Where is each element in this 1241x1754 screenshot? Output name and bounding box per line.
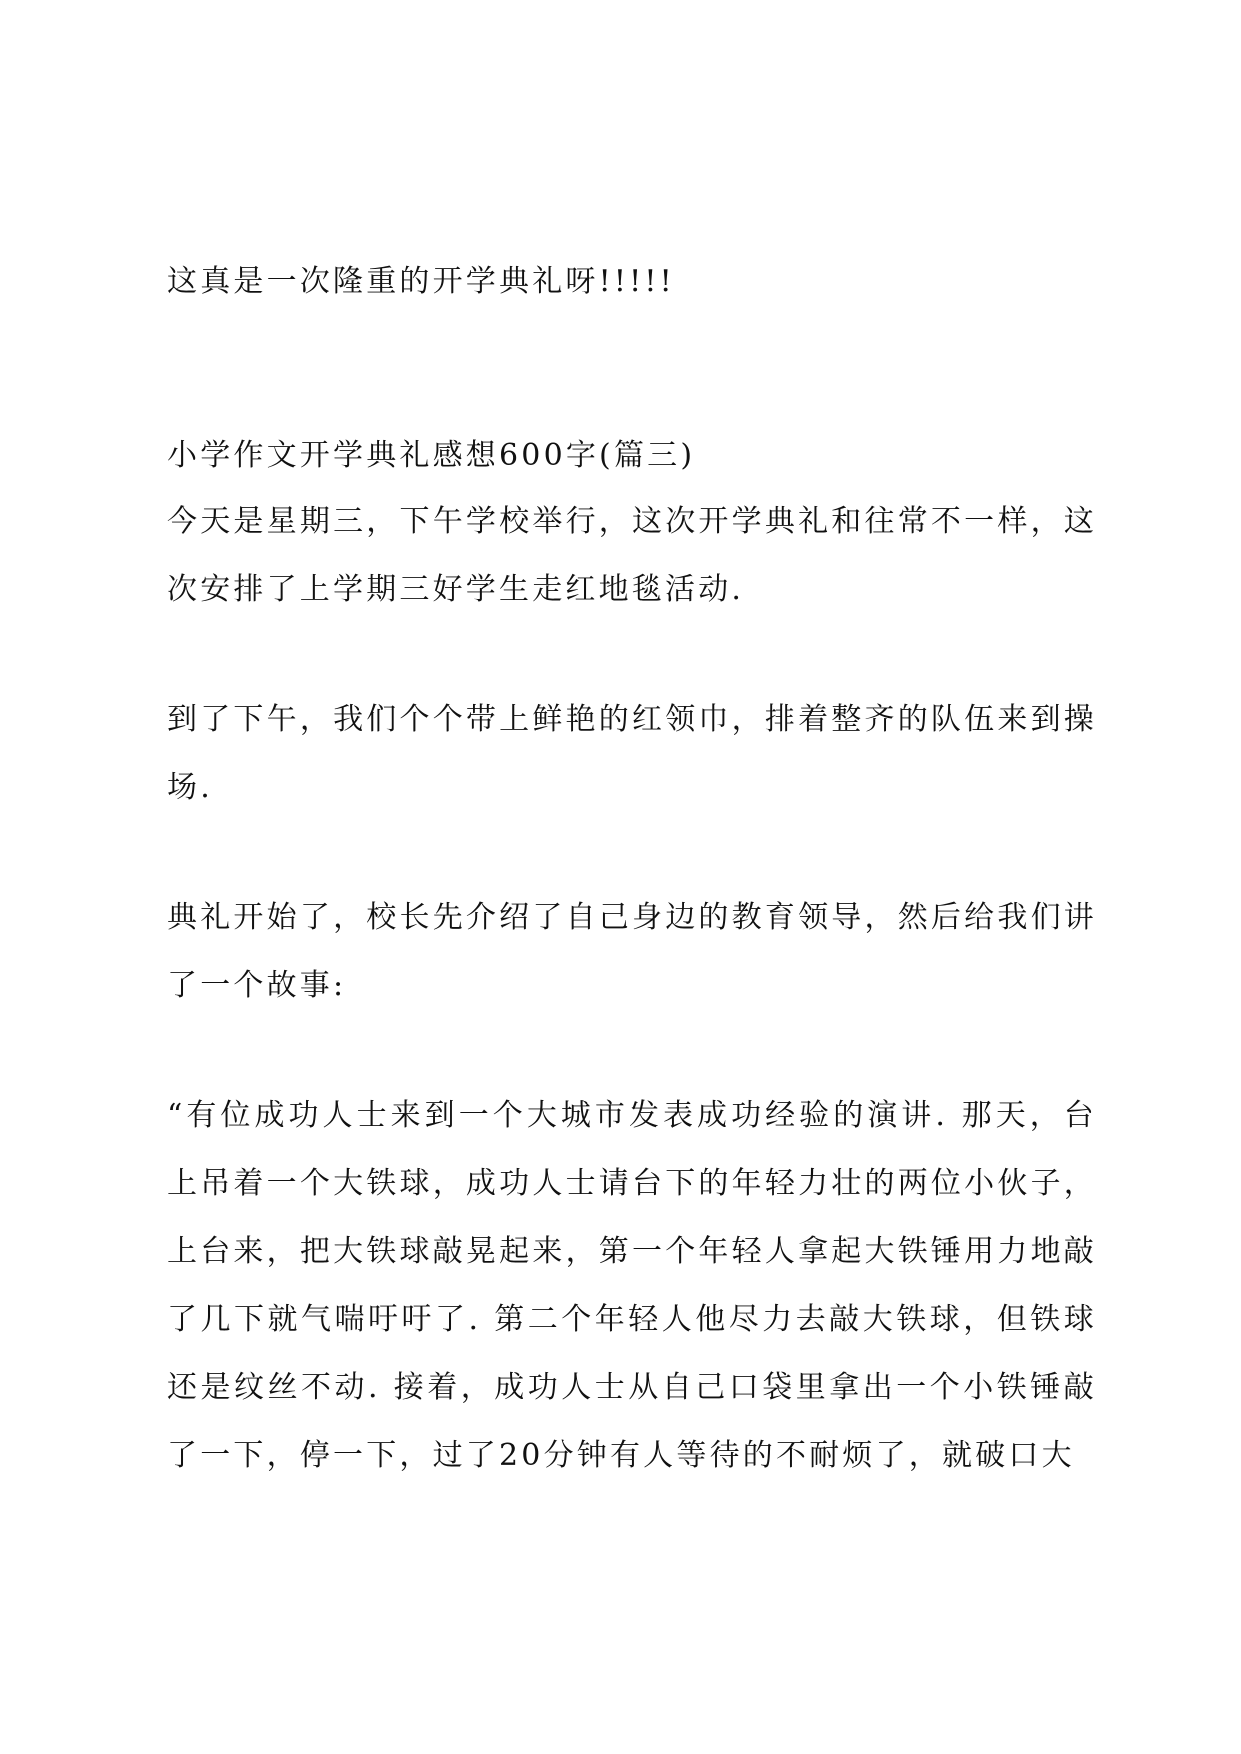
intro-line: 这真是一次隆重的开学典礼呀!!!!! [167,264,675,299]
paragraph-3: 典礼开始了，校长先介绍了自己身边的教育领导，然后给我们讲了一个故事: [167,900,1097,1003]
paragraph-2: 到了下午，我们个个带上鲜艳的红领巾，排着整齐的队伍来到操场. [167,702,1097,805]
section-title: 小学作文开学典礼感想600字(篇三) [167,438,696,473]
paragraph-1: 今天是星期三，下午学校举行，这次开学典礼和往常不一样，这次安排了上学期三好学生走红地毯活动. [167,504,1097,607]
paragraph-4: “有位成功人士来到一个大城市发表成功经验的演讲. 那天，台上吊着一个大铁球，成功人士请台下的年轻力壮的两位小伙子，上台来，把大铁球敲晃起来，第一个年轻人拿起大铁锤用力地敲了几下就气喘吁吁了. 第二个年轻人他尽力去敲大铁球，但铁球还是纹丝不动. 接着，成功人士从自己口袋里拿出一个小铁锤敲了一下，停一下，过了20分钟有人等待的不耐烦了，就破口大 [167,1098,1097,1473]
